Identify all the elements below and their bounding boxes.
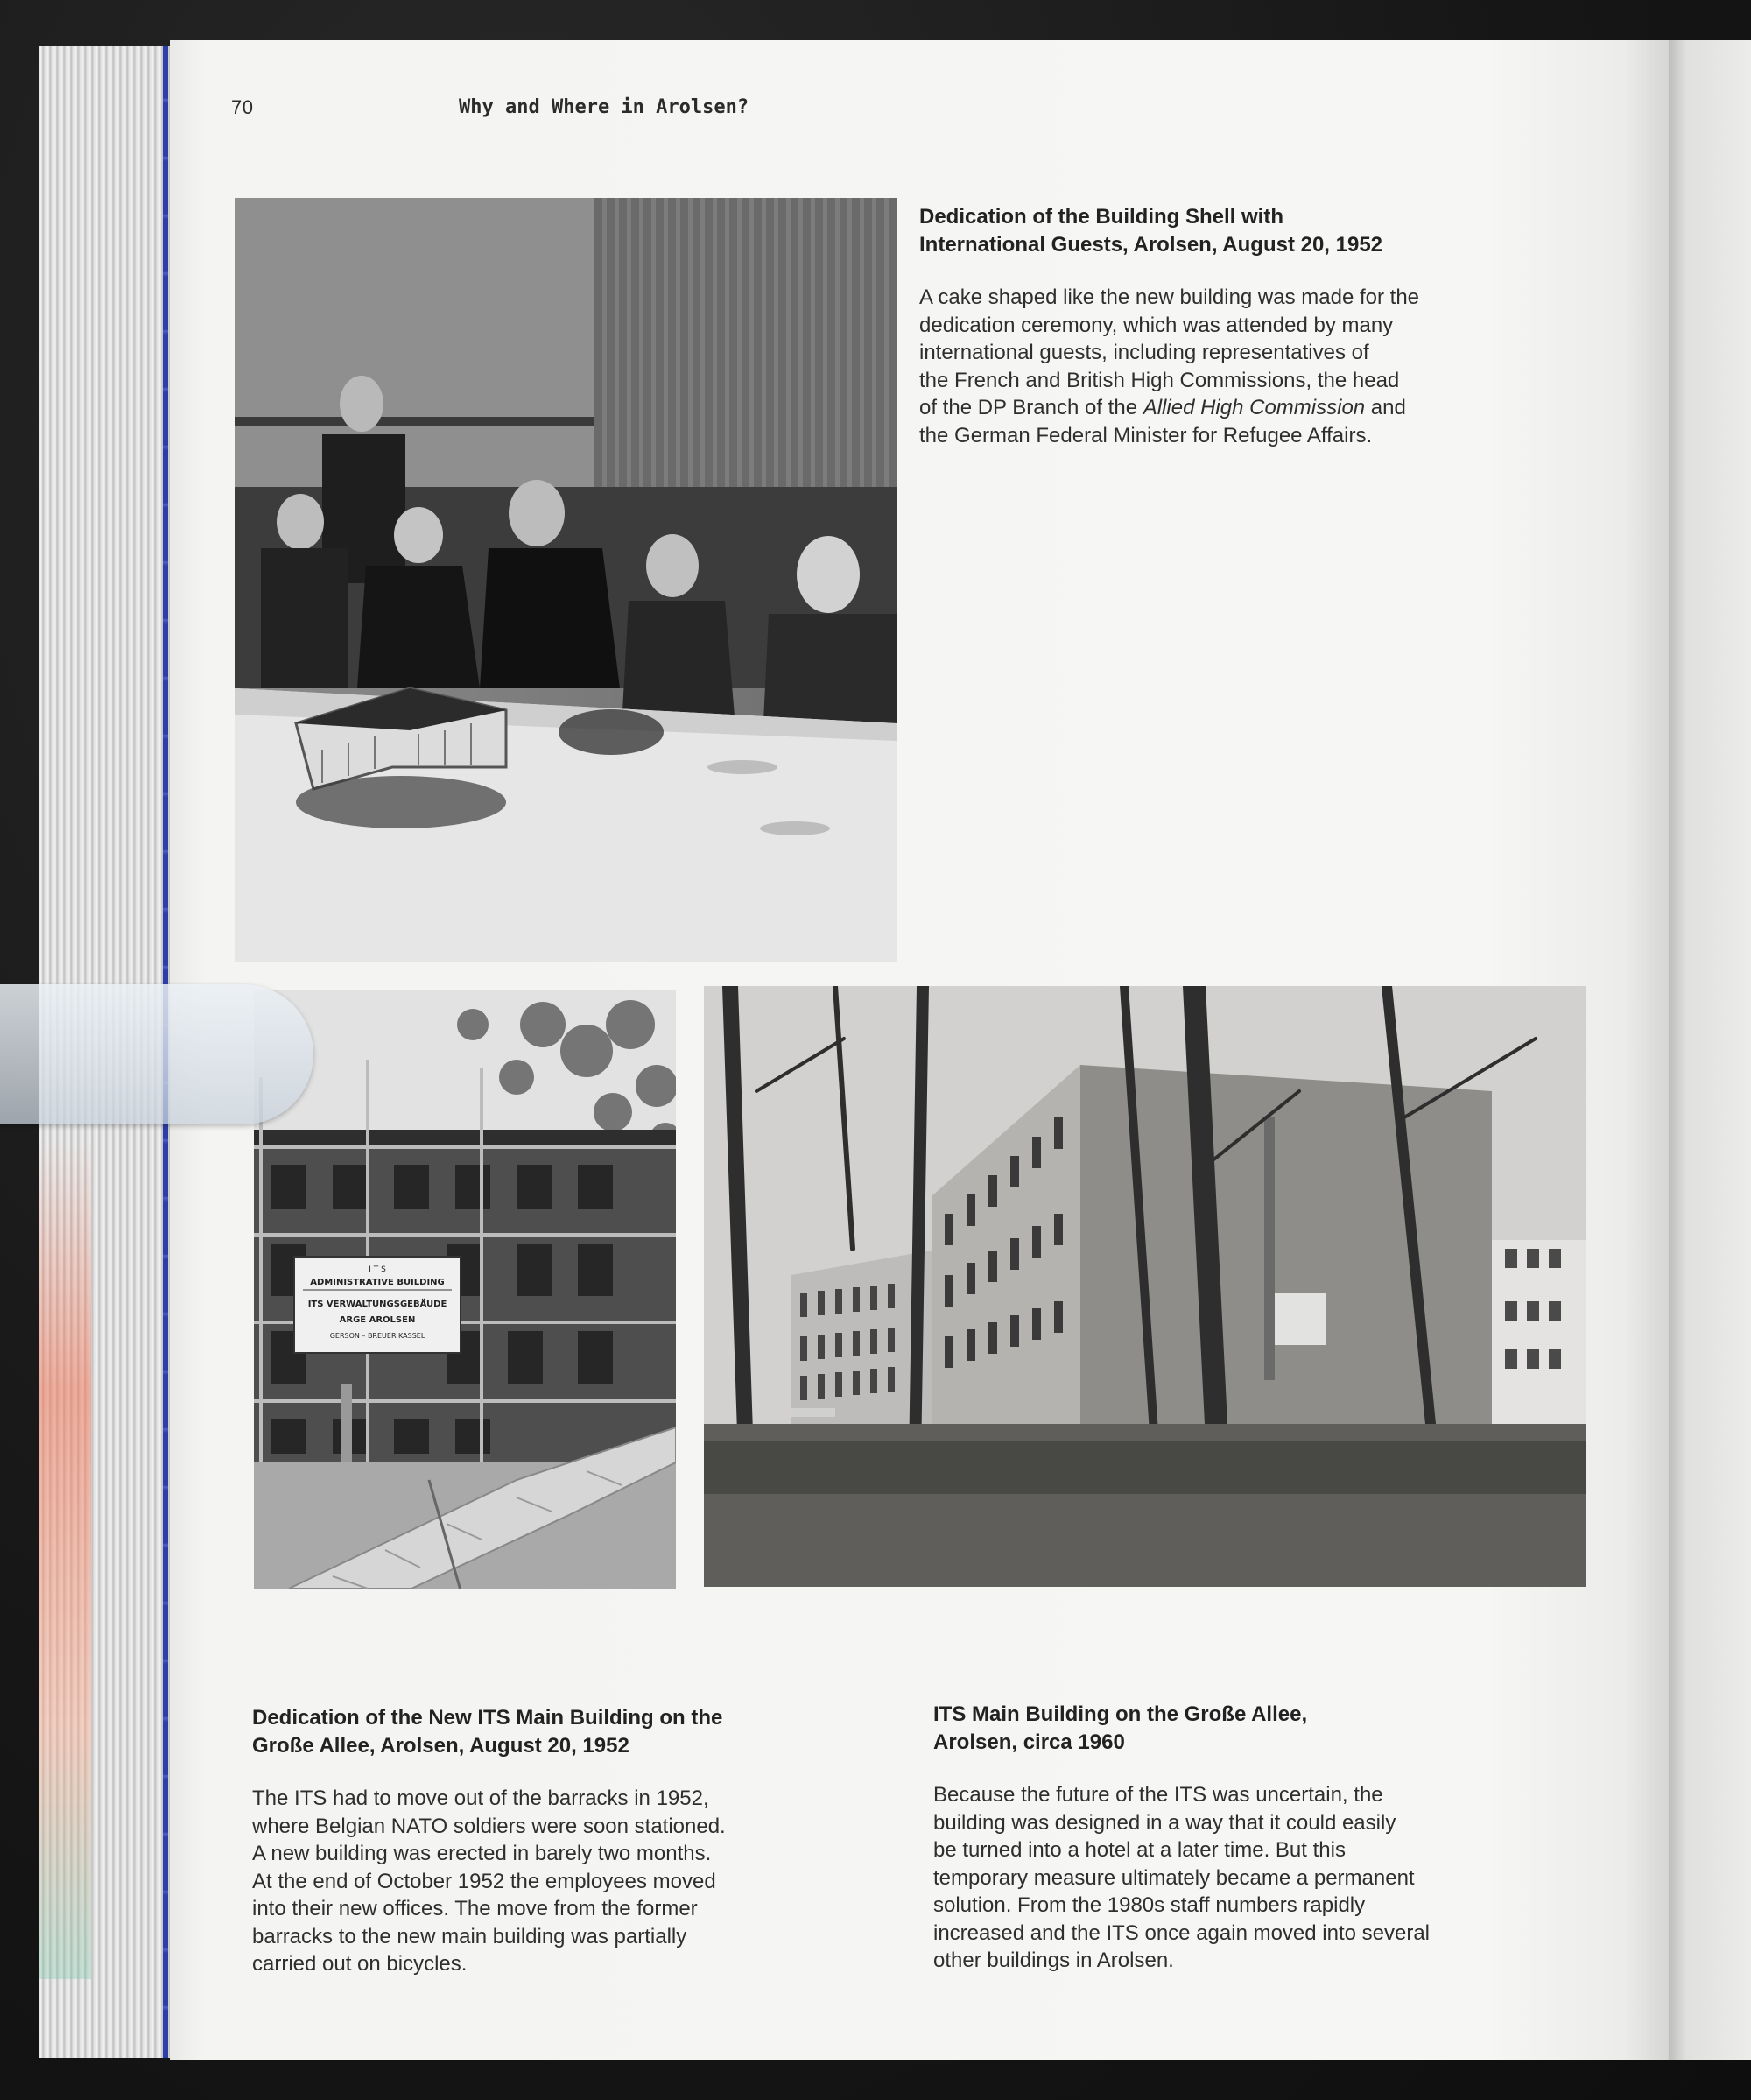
photo-dedication-dinner (235, 198, 897, 962)
sign-its: I T S (369, 1265, 386, 1274)
caption-title-main-building-1960: ITS Main Building on the Große Allee, Arolsen, circa 1960 (933, 1702, 1308, 1754)
sign-arge-arolsen: ARGE AROLSEN (339, 1315, 416, 1325)
sign-administrative-building: ADMINISTRATIVE BUILDING (310, 1278, 445, 1287)
caption-title-new-building: Dedication of the New ITS Main Building on the Große Allee, Arolsen, August 20, 1952 (252, 1706, 723, 1758)
caption-body-main-building-1960: Because the future of the ITS was uncertain, the building was designed in a way that it could easily be turned into a hotel at a later time. But this temporary measure ultimately became a permanent solution. From the 1980s staff numbers rapidly increased and the ITS once again moved into several other buildings in Arolsen. (933, 1783, 1431, 1972)
facing-page-edge (1669, 40, 1751, 2060)
page-holder-clip (0, 984, 313, 1124)
italic-allied-high-commission: Allied High Commission (1143, 396, 1366, 419)
caption-body-dedication-shell: A cake shaped like the new building was made for the dedication ceremony, which was attended by many international guests, including representatives of the French and British High Commissions, the head of the DP Branch of the Allied High Commission and the German Federal Minister for Refugee Affairs. (919, 285, 1420, 447)
caption-title-dedication-shell: Dedication of the Building Shell with International Guests, Arolsen, August 20, 1952 (919, 205, 1383, 257)
page-number: 70 (231, 96, 254, 118)
running-title: Why and Where in Arolsen? (459, 96, 749, 118)
sign-gerson-breuer: GERSON – BREUER KASSEL (329, 1332, 425, 1340)
photo-construction-site (254, 990, 676, 1589)
sign-verwaltungsgebaeude: ITS VERWALTUNGSGEBÄUDE (307, 1300, 447, 1309)
caption-body-new-building: The ITS had to move out of the barracks in 1952, where Belgian NATO soldiers were soon stationed. A new building was erected in barely two months. At the end of October 1952 the employees moved into their new offices. The move from the former barracks to the new main building was partially carried out on bicycles. (252, 1786, 726, 1976)
page-stack-color-edge (39, 1138, 91, 1979)
photo-main-building-1960 (704, 986, 1586, 1587)
